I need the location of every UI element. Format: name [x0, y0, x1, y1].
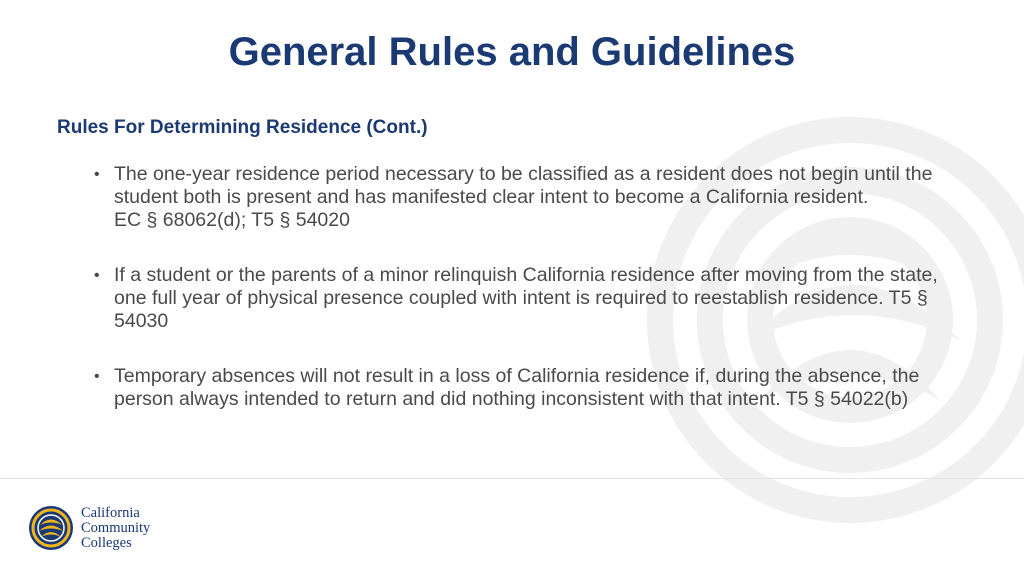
- logo-line-3: Colleges: [81, 534, 132, 551]
- bullet-item: [94, 163, 974, 232]
- bullet-item: [94, 365, 974, 411]
- bullet-dot-icon: •: [94, 166, 100, 183]
- logo-wordmark: [81, 506, 150, 551]
- bullet-text: If a student or the parents of a minor relinquish California residence after moving from the state, one full year of physical presence coupled with intent is required to reestablish residence. T5 § 54030: [114, 264, 938, 332]
- footer-divider: [0, 478, 1024, 479]
- logo-line-2: Community: [81, 519, 151, 536]
- bullet-list: [94, 163, 974, 443]
- bullet-text: Temporary absences will not result in a loss of California residence if, during the absence, the person always intended to return and did nothing inconsistent with that intent. T5 § 54022(b): [114, 365, 920, 410]
- bullet-reference: EC § 68062(d); T5 § 54020: [114, 209, 350, 231]
- logo-line-1: California: [81, 504, 140, 521]
- bullet-item: [94, 264, 974, 333]
- california-community-colleges-logo: [28, 505, 150, 551]
- bullet-text: The one-year residence period necessary to be classified as a resident does not begin until the student both is present and has manifested clear intent to become a California resident.: [114, 163, 933, 208]
- california-community-colleges-logo-icon: [28, 505, 74, 551]
- section-subtitle: Rules For Determining Residence (Cont.): [57, 117, 428, 138]
- page-title: General Rules and Guidelines: [228, 30, 796, 74]
- bullet-dot-icon: •: [94, 368, 100, 385]
- bullet-dot-icon: •: [94, 267, 100, 284]
